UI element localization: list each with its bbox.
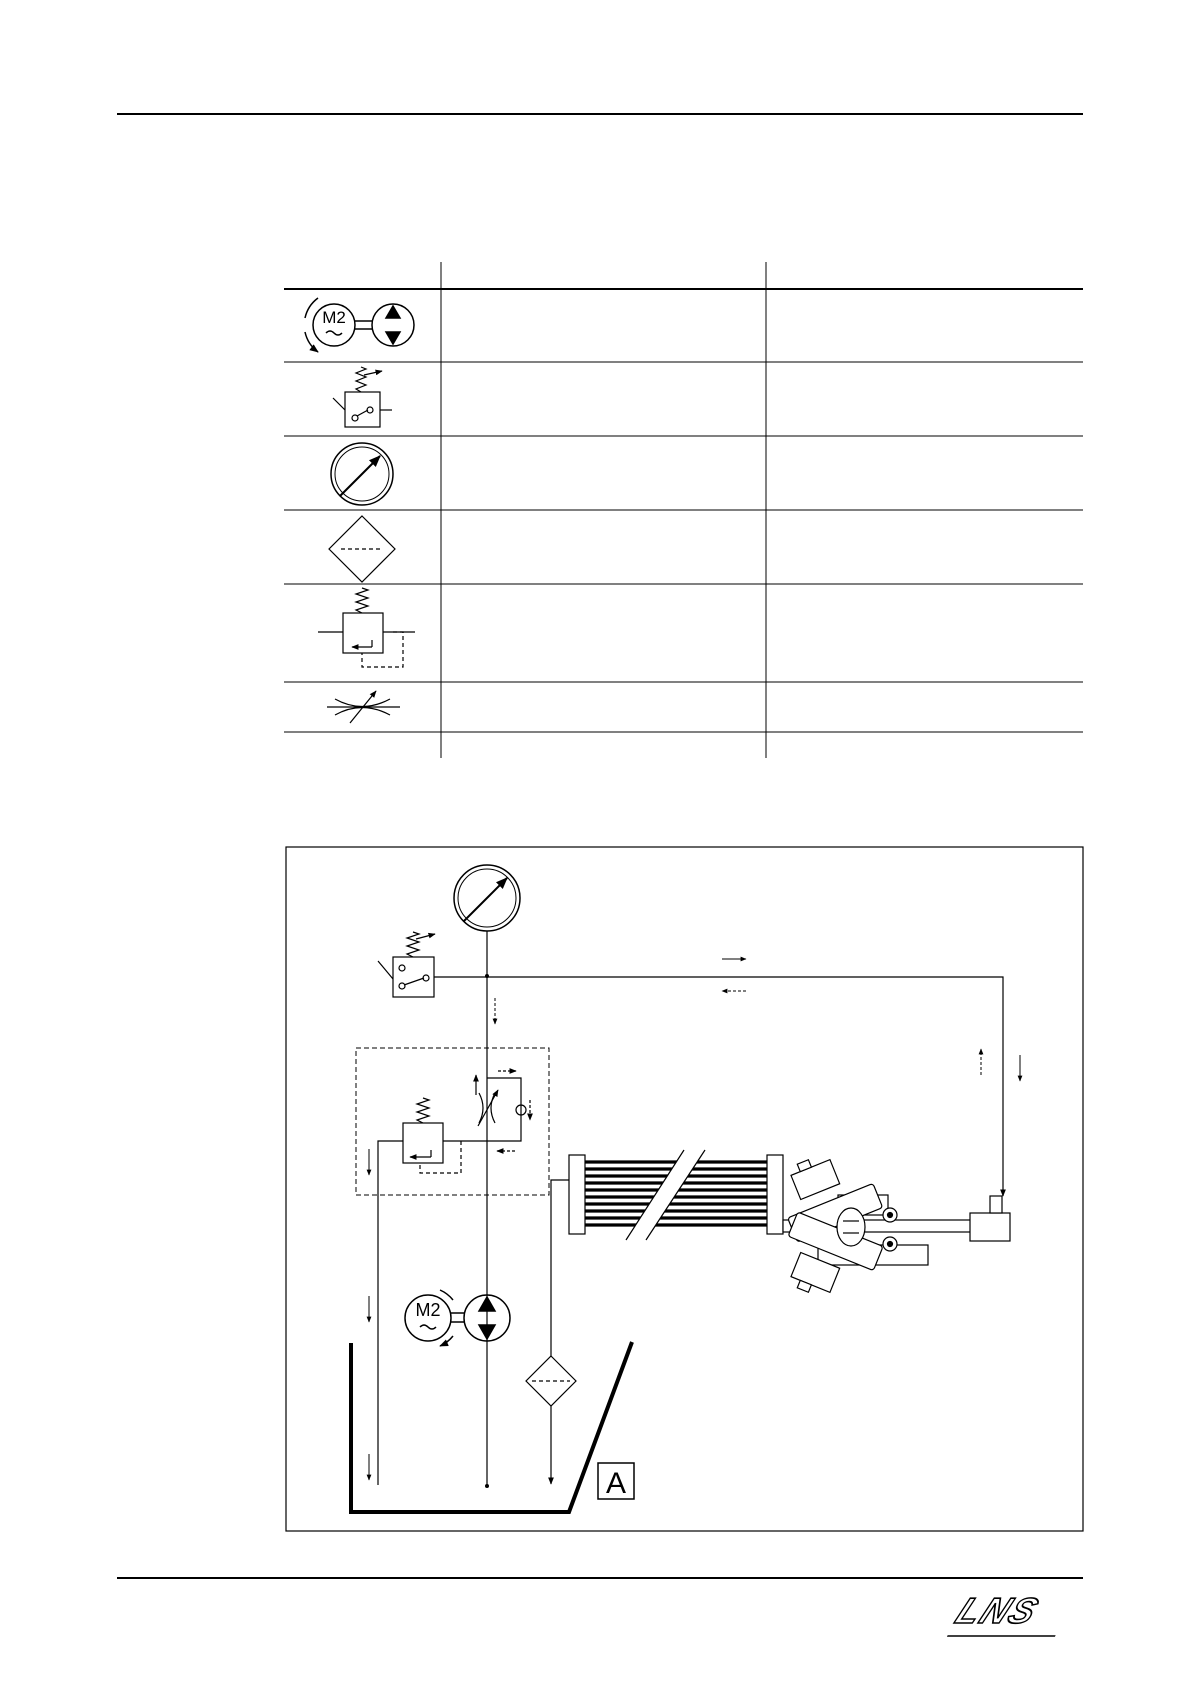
diagram-filter-icon <box>526 1356 576 1406</box>
diagram-relief-valve-icon <box>403 1098 461 1173</box>
legend-throttle-icon <box>327 691 400 723</box>
legend-motor-label: M2 <box>322 308 346 327</box>
legend-table <box>284 262 1083 758</box>
legend-pressure-gauge-icon <box>331 443 393 505</box>
heat-exchanger <box>569 1150 783 1240</box>
diagram-pressure-gauge-icon <box>454 865 520 931</box>
diagram-pressure-switch-icon <box>378 932 435 997</box>
legend-motor-pump-icon <box>305 298 414 352</box>
diagram-motor-pump-icon <box>405 1290 510 1346</box>
press-mechanism <box>783 1152 1010 1300</box>
oil-tank <box>351 1342 632 1512</box>
diagram-throttle-check-branch <box>476 1071 530 1151</box>
legend-relief-valve-icon <box>318 588 415 667</box>
valve-block <box>356 1048 549 1195</box>
diagram-motor-label: M2 <box>415 1300 441 1320</box>
legend-pressure-switch-icon <box>333 367 392 427</box>
company-logo <box>947 1592 1076 1636</box>
tank-label: A <box>605 1467 627 1500</box>
logo-text: LNS <box>949 1591 1046 1632</box>
legend-filter-icon <box>329 516 395 582</box>
